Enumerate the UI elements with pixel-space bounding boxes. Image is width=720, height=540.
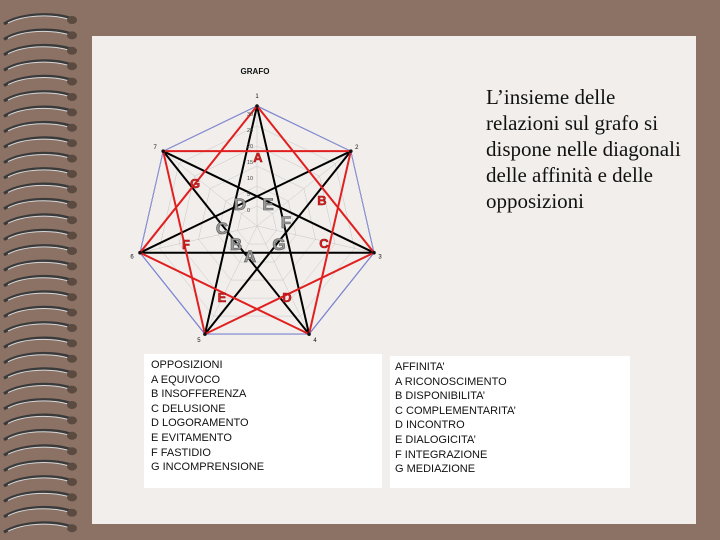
affinita-item-f: F INTEGRAZIONE xyxy=(395,448,488,461)
vertex-number: 5 xyxy=(197,338,201,345)
opposizioni-item-a: A EQUIVOCO xyxy=(151,373,221,386)
outer-letter-g: G xyxy=(189,176,201,191)
scale-label: 10 xyxy=(247,176,254,182)
vertex-dot xyxy=(255,104,259,108)
vertex-dot xyxy=(349,149,353,153)
inner-letter-d: D xyxy=(233,195,247,214)
opposizioni-title: OPPOSIZIONI xyxy=(151,359,223,371)
vertex-dot xyxy=(307,332,311,336)
scale-label: 20 xyxy=(247,144,254,150)
opposizioni-item-b: B INSOFFERENZA xyxy=(151,388,247,401)
affinita-box xyxy=(390,356,630,488)
inner-letter-e: E xyxy=(262,195,274,214)
inner-letter-c: C xyxy=(215,219,229,238)
opposizioni-item-d: D LOGORAMENTO xyxy=(151,417,249,430)
diagram-title: GRAFO xyxy=(240,67,270,76)
inner-letter-g: G xyxy=(272,235,286,254)
affinita-item-b: B DISPONIBILITA’ xyxy=(395,390,486,403)
outer-letter-c: C xyxy=(319,236,329,251)
vertex-dot xyxy=(161,149,165,153)
vertex-dot xyxy=(138,251,142,255)
opposizioni-item-g: G INCOMPRENSIONE xyxy=(151,461,265,474)
opposizioni-item-e: E EVITAMENTO xyxy=(151,431,232,444)
outer-letter-a: A xyxy=(253,150,263,165)
outer-letter-e: E xyxy=(217,290,227,305)
vertex-number: 7 xyxy=(153,145,157,152)
inner-letter-f: F xyxy=(280,213,292,232)
outer-letter-d: D xyxy=(282,290,292,305)
vertex-number: 2 xyxy=(355,145,359,152)
inner-letter-b: B xyxy=(229,235,243,254)
opposizioni-box xyxy=(144,354,382,488)
affinita-item-d: D INCONTRO xyxy=(395,419,465,432)
affinita-item-g: G MEDIAZIONE xyxy=(395,463,476,476)
vertex-dot xyxy=(203,332,207,336)
outer-letter-f: F xyxy=(182,237,190,252)
side-description: L’insieme delle relazioni sul grafo si dispone nelle diagonali delle affinità e delle opposizioni xyxy=(486,85,681,213)
opposizioni-item-c: C DELUSIONE xyxy=(151,402,226,415)
affinita-item-e: E DIALOGICITA’ xyxy=(395,433,476,446)
inner-letter-a: A xyxy=(243,247,257,266)
vertex-number: 4 xyxy=(313,338,317,345)
opposizioni-item-f: F FASTIDIO xyxy=(151,446,211,459)
outer-letter-b: B xyxy=(317,193,327,208)
scale-label: 0 xyxy=(247,208,251,214)
scale-label: 15 xyxy=(247,160,254,166)
vertex-number: 6 xyxy=(130,254,134,261)
vertex-dot xyxy=(372,251,376,255)
scale-label: 5 xyxy=(247,192,251,198)
vertex-number: 3 xyxy=(378,254,382,261)
affinita-item-a: A RICONOSCIMENTO xyxy=(395,375,507,388)
affinita-title: AFFINITA’ xyxy=(395,361,445,373)
scale-label: 30 xyxy=(247,112,254,118)
affinita-item-c: C COMPLEMENTARITA’ xyxy=(395,404,517,417)
vertex-number: 1 xyxy=(255,94,259,100)
scale-label: 25 xyxy=(247,128,254,134)
